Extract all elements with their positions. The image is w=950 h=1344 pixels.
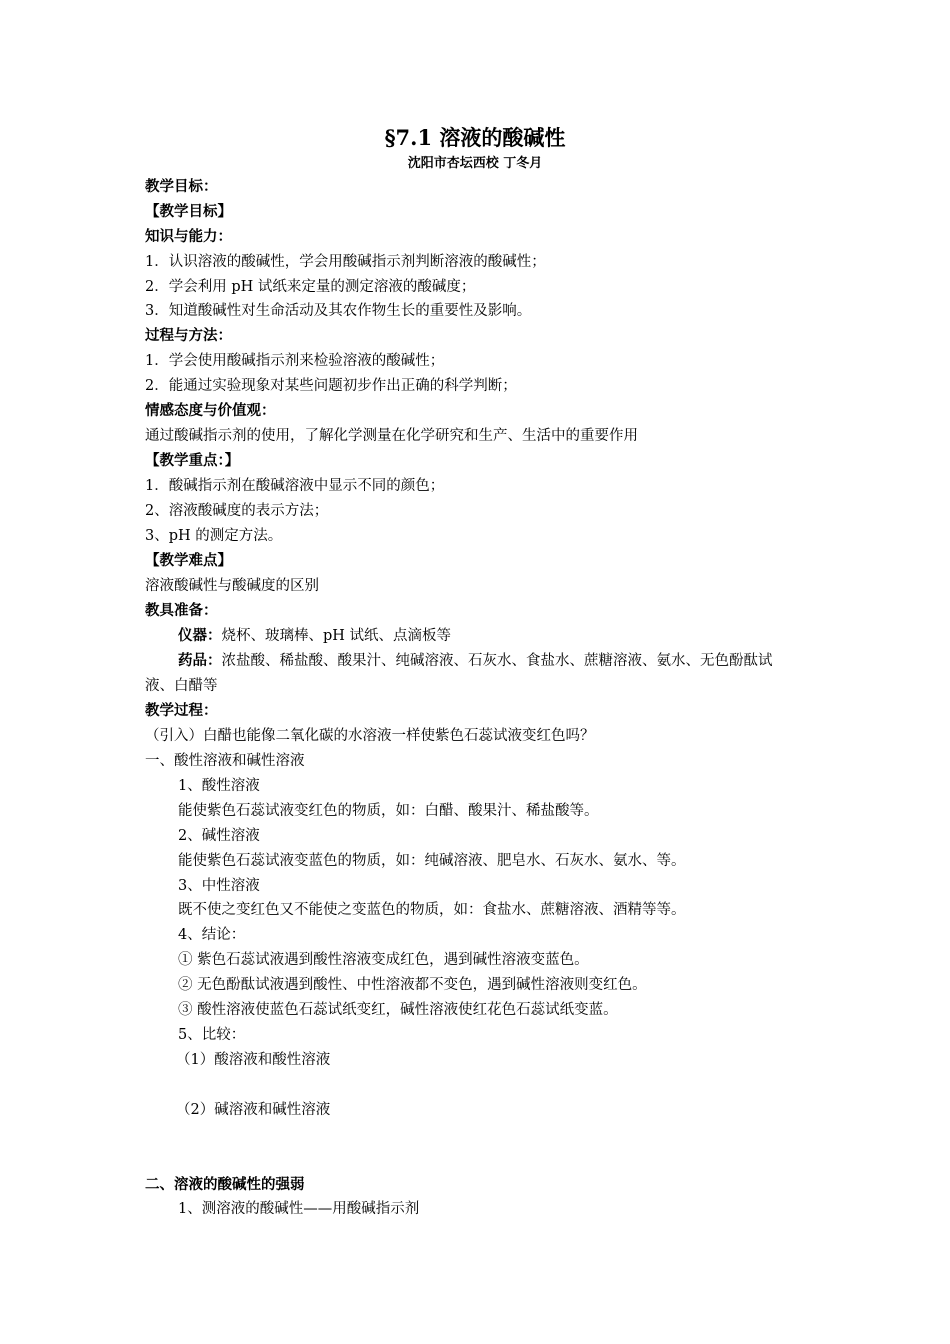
- reagents-line: [178, 651, 858, 671]
- instruments-label: 仪器：: [178, 627, 222, 644]
- instruments-text: 烧杯、玻璃棒、pH 试纸、点滴板等: [221, 628, 452, 644]
- text-line: 2、溶液酸碱度的表示方法；: [145, 503, 329, 519]
- text-line: 1．认识溶液的酸碱性，学会用酸碱指示剂判断溶液的酸碱性；: [145, 254, 546, 270]
- heading-teaching-goals-label: 教学目标：: [145, 178, 218, 195]
- text-line: 1．酸碱指示剂在酸碱溶液中显示不同的颜色；: [145, 478, 445, 494]
- text-line: （2）碱溶液和碱性溶液: [176, 1102, 331, 1118]
- text-line: 1、酸性溶液: [178, 778, 260, 794]
- text-line: （引入）白醋也能像二氧化碳的水溶液一样使紫色石蕊试液变红色吗？: [145, 728, 595, 744]
- text-line: 3、中性溶液: [178, 878, 260, 894]
- heading-emotion-values: 情感态度与价值观：: [145, 402, 276, 419]
- heading-knowledge-ability: 知识与能力：: [145, 228, 232, 245]
- text-line: 3．知道酸碱性对生命活动及其农作物生长的重要性及影响。: [145, 303, 532, 319]
- text-line: （1）酸溶液和酸性溶液: [176, 1052, 331, 1068]
- text-line: 3、pH 的测定方法。: [145, 528, 283, 544]
- text-line: 2．能通过实验现象对某些问题初步作出正确的科学判断；: [145, 378, 517, 394]
- text-line: 既不使之变红色又不能使之变蓝色的物质，如：食盐水、蔗糖溶液、酒精等等。: [178, 902, 686, 918]
- text-line: ③ 酸性溶液使蓝色石蕊试纸变红，碱性溶液使红花色石蕊试纸变蓝。: [178, 1002, 618, 1018]
- heading-teaching-process: 教学过程：: [145, 702, 218, 719]
- heading-teaching-goals: 【教学目标】: [145, 203, 232, 220]
- text-line: ② 无色酚酞试液遇到酸性、中性溶液都不变色，遇到碱性溶液则变红色。: [178, 977, 647, 993]
- text-line: 5、比较：: [178, 1027, 246, 1043]
- heading-teaching-aids: 教具准备：: [145, 602, 218, 619]
- text-line: 2．学会利用 pH 试纸来定量的测定溶液的酸碱度；: [145, 279, 476, 295]
- text-line: 能使紫色石蕊试液变蓝色的物质，如：纯碱溶液、肥皂水、石灰水、氨水、等。: [178, 853, 686, 869]
- text-line: ① 紫色石蕊试液遇到酸性溶液变成红色，遇到碱性溶液变蓝色。: [178, 952, 589, 968]
- document-title: §7.1 溶液的酸碱性: [384, 125, 566, 150]
- text-line: 1．学会使用酸碱指示剂来检验溶液的酸碱性；: [145, 353, 445, 369]
- text-line: 4、结论：: [178, 927, 246, 943]
- reagents-label: 药品：: [178, 652, 222, 669]
- instruments-line: [178, 626, 858, 646]
- heading-difficulties: 【教学难点】: [145, 552, 232, 569]
- reagents-text: 浓盐酸、稀盐酸、酸果汁、纯碱溶液、石灰水、食盐水、蔗糖溶液、氨水、无色酚酞试: [221, 653, 773, 669]
- text-line: 1、测溶液的酸碱性——用酸碱指示剂: [178, 1201, 420, 1217]
- section-heading-strength: 二、溶液的酸碱性的强弱: [145, 1176, 305, 1193]
- text-line: 2、碱性溶液: [178, 828, 260, 844]
- heading-key-points: 【教学重点：】: [145, 452, 240, 469]
- section-heading-acid-base: 一、酸性溶液和碱性溶液: [145, 753, 305, 769]
- text-line: 溶液酸碱性与酸碱度的区别: [145, 578, 319, 594]
- text-line: 液、白醋等: [145, 678, 218, 694]
- text-line: 通过酸碱指示剂的使用，了解化学测量在化学研究和生产、生活中的重要作用: [145, 428, 638, 444]
- text-line: 能使紫色石蕊试液变红色的物质，如：白醋、酸果汁、稀盐酸等。: [178, 803, 599, 819]
- heading-process-method: 过程与方法：: [145, 327, 232, 344]
- document-author: 沈阳市杏坛西校 丁冬月: [407, 156, 543, 171]
